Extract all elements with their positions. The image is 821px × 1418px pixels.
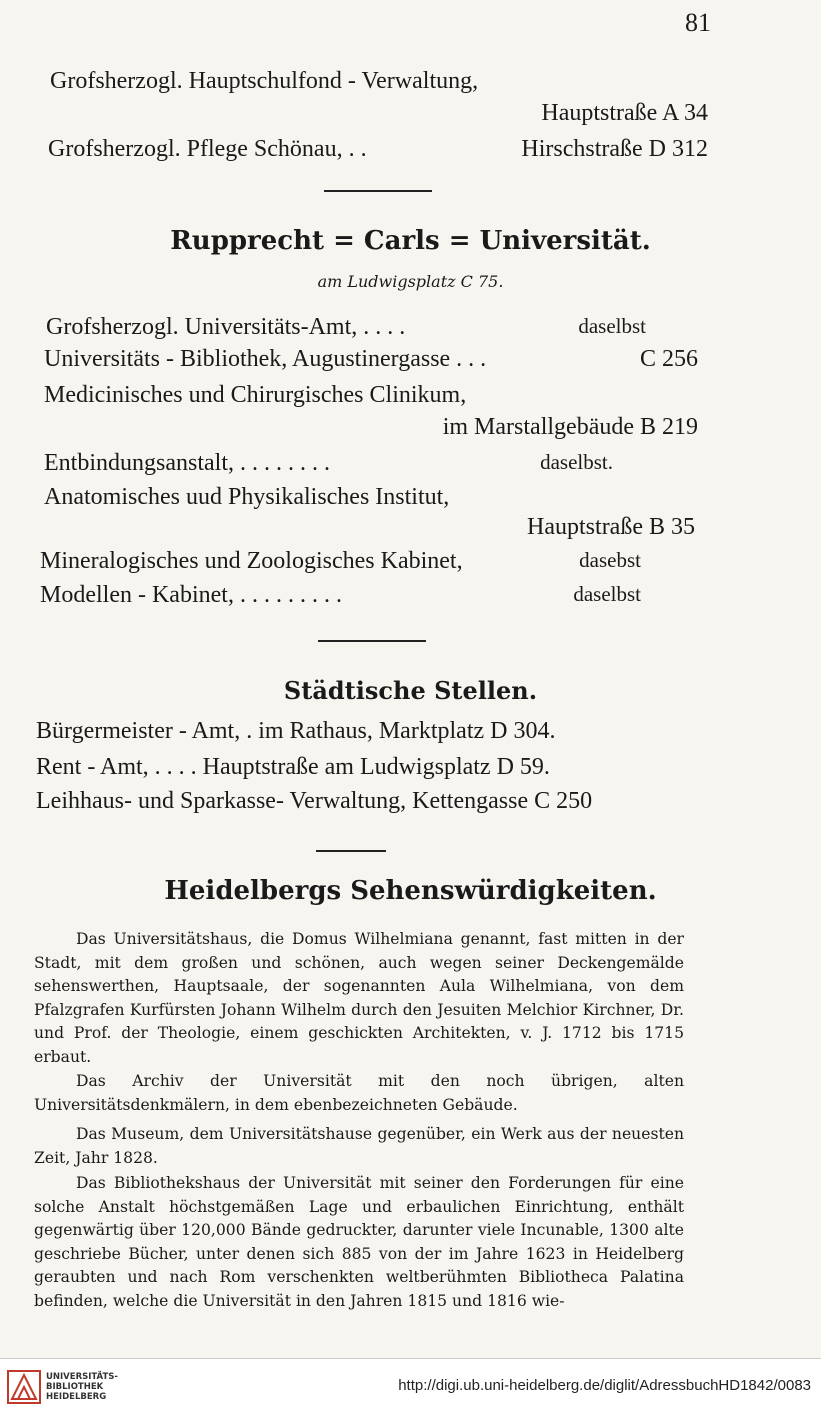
entry-bibliothek: Universitäts - Bibliothek, Augustinergasse . . . — [44, 346, 487, 372]
paragraph-universitaetshaus — [34, 928, 684, 1070]
entry-hauptschulfond-address: Hauptstraße A 34 — [541, 100, 708, 126]
footer-bar — [0, 1358, 821, 1418]
entry-modellen-kabinet: Modellen - Kabinet, . . . . . . . . . — [40, 582, 342, 608]
entry-rent-amt: Rent - Amt, . . . . Hauptstraße am Ludwigsplatz D 59. — [36, 754, 550, 780]
entry-clinikum-address: im Marstallgebäude B 219 — [442, 414, 698, 440]
library-name-line: BIBLIOTHEK — [46, 1382, 104, 1392]
entry-anatomisches-institut: Anatomisches uud Physikalisches Institut, — [44, 484, 450, 510]
entry-universitaets-amt: Grofsherzogl. Universitäts-Amt, . . . . — [46, 314, 406, 340]
heading-universitaet: Rupprecht = Carls = Universität. — [170, 226, 651, 256]
entry-entbindungsanstalt: Entbindungsanstalt, . . . . . . . . — [44, 450, 330, 476]
paragraph-archiv — [34, 1070, 684, 1117]
paragraph-text: Das Museum, dem Universitätshause gegenüber, ein Werk aus der neuesten Zeit, Jahr 1828. — [34, 1125, 684, 1167]
entry-clinikum: Medicinisches und Chirurgisches Clinikum, — [44, 382, 467, 408]
heading-staedtische-stellen: Städtische Stellen. — [283, 676, 538, 705]
library-name — [46, 1372, 118, 1402]
section-divider — [318, 640, 426, 642]
entry-buergermeister-amt: Bürgermeister - Amt, . im Rathaus, Marktplatz D 304. — [36, 718, 556, 744]
paragraph-text: Das Bibliothekshaus der Universität mit seiner den Forderungen für eine solche Anstalt höchstgemäßen Lage und erbaulichen Einrichtung, enthält gegenwärtig über 120,000 Bände gedruckter, darunter viele Incunable, 1300 alte geschriebe Bücher, unter denen sich 885 von der im Jahre 1623 in Heidelberg geraubten und nach Rom verschenkten weltberühmten Bibliotheca Palatina befinden, welche die Universität in den Jahren 1815 und 1816 wie- — [34, 1174, 684, 1310]
entry-universitaets-amt-address: daselbst — [578, 314, 646, 338]
entry-bibliothek-address: C 256 — [639, 346, 698, 372]
paragraph-text: Das Archiv der Universität mit den noch übrigen, alten Universitätsdenkmälern, in dem ebenbezeichneten Gebäude. — [34, 1072, 684, 1114]
entry-mineralogisches-kabinet: Mineralogisches und Zoologisches Kabinet, — [40, 548, 463, 574]
subheading-ludwigsplatz: am Ludwigsplatz C 75. — [317, 272, 504, 291]
page-number: 81 — [685, 8, 711, 37]
entry-pflege-schoenau: Grofsherzogl. Pflege Schönau, . . — [48, 136, 367, 162]
entry-pflege-schoenau-address: Hirschstraße D 312 — [521, 136, 708, 162]
section-divider — [324, 190, 432, 192]
entry-hauptschulfond: Grofsherzogl. Hauptschulfond - Verwaltung, — [50, 68, 479, 94]
section-divider — [316, 850, 386, 852]
entry-mineralogisches-kabinet-address: dasebst — [579, 548, 641, 572]
paragraph-museum — [34, 1123, 684, 1170]
library-name-line: UNIVERSITÄTS- — [46, 1372, 118, 1382]
entry-leihhaus: Leihhaus- und Sparkasse- Verwaltung, Kettengasse C 250 — [36, 788, 593, 814]
source-url-link[interactable]: http://digi.ub.uni-heidelberg.de/diglit/AdressbuchHD1842/0083 — [398, 1377, 811, 1394]
library-logo-icon — [6, 1369, 42, 1405]
paragraph-bibliothekshaus — [34, 1172, 684, 1314]
heading-sehenswuerdigkeiten: Heidelbergs Sehenswürdigkeiten. — [164, 876, 657, 906]
paragraph-text: Das Universitätshaus, die Domus Wilhelmiana genannt, fast mitten in der Stadt, mit dem großen und schönen, auch wegen seiner Deckengemälde sehenswerthen, Hauptsaale, der sogenannten Aula Wilhelmiana, von dem Pfalzgrafen Kurfürsten Johann Wilhelm durch den Jesuiten Melchior Kirchner, Dr. und Prof. der Theologie, einem geschickten Architekten, v. J. 1712 bis 1715 erbaut. — [34, 930, 684, 1066]
entry-entbindungsanstalt-address: daselbst. — [540, 450, 613, 474]
entry-modellen-kabinet-address: daselbst — [573, 582, 641, 606]
library-name-line: HEIDELBERG — [46, 1392, 107, 1402]
entry-anatomisches-institut-address: Hauptstraße B 35 — [527, 514, 695, 540]
